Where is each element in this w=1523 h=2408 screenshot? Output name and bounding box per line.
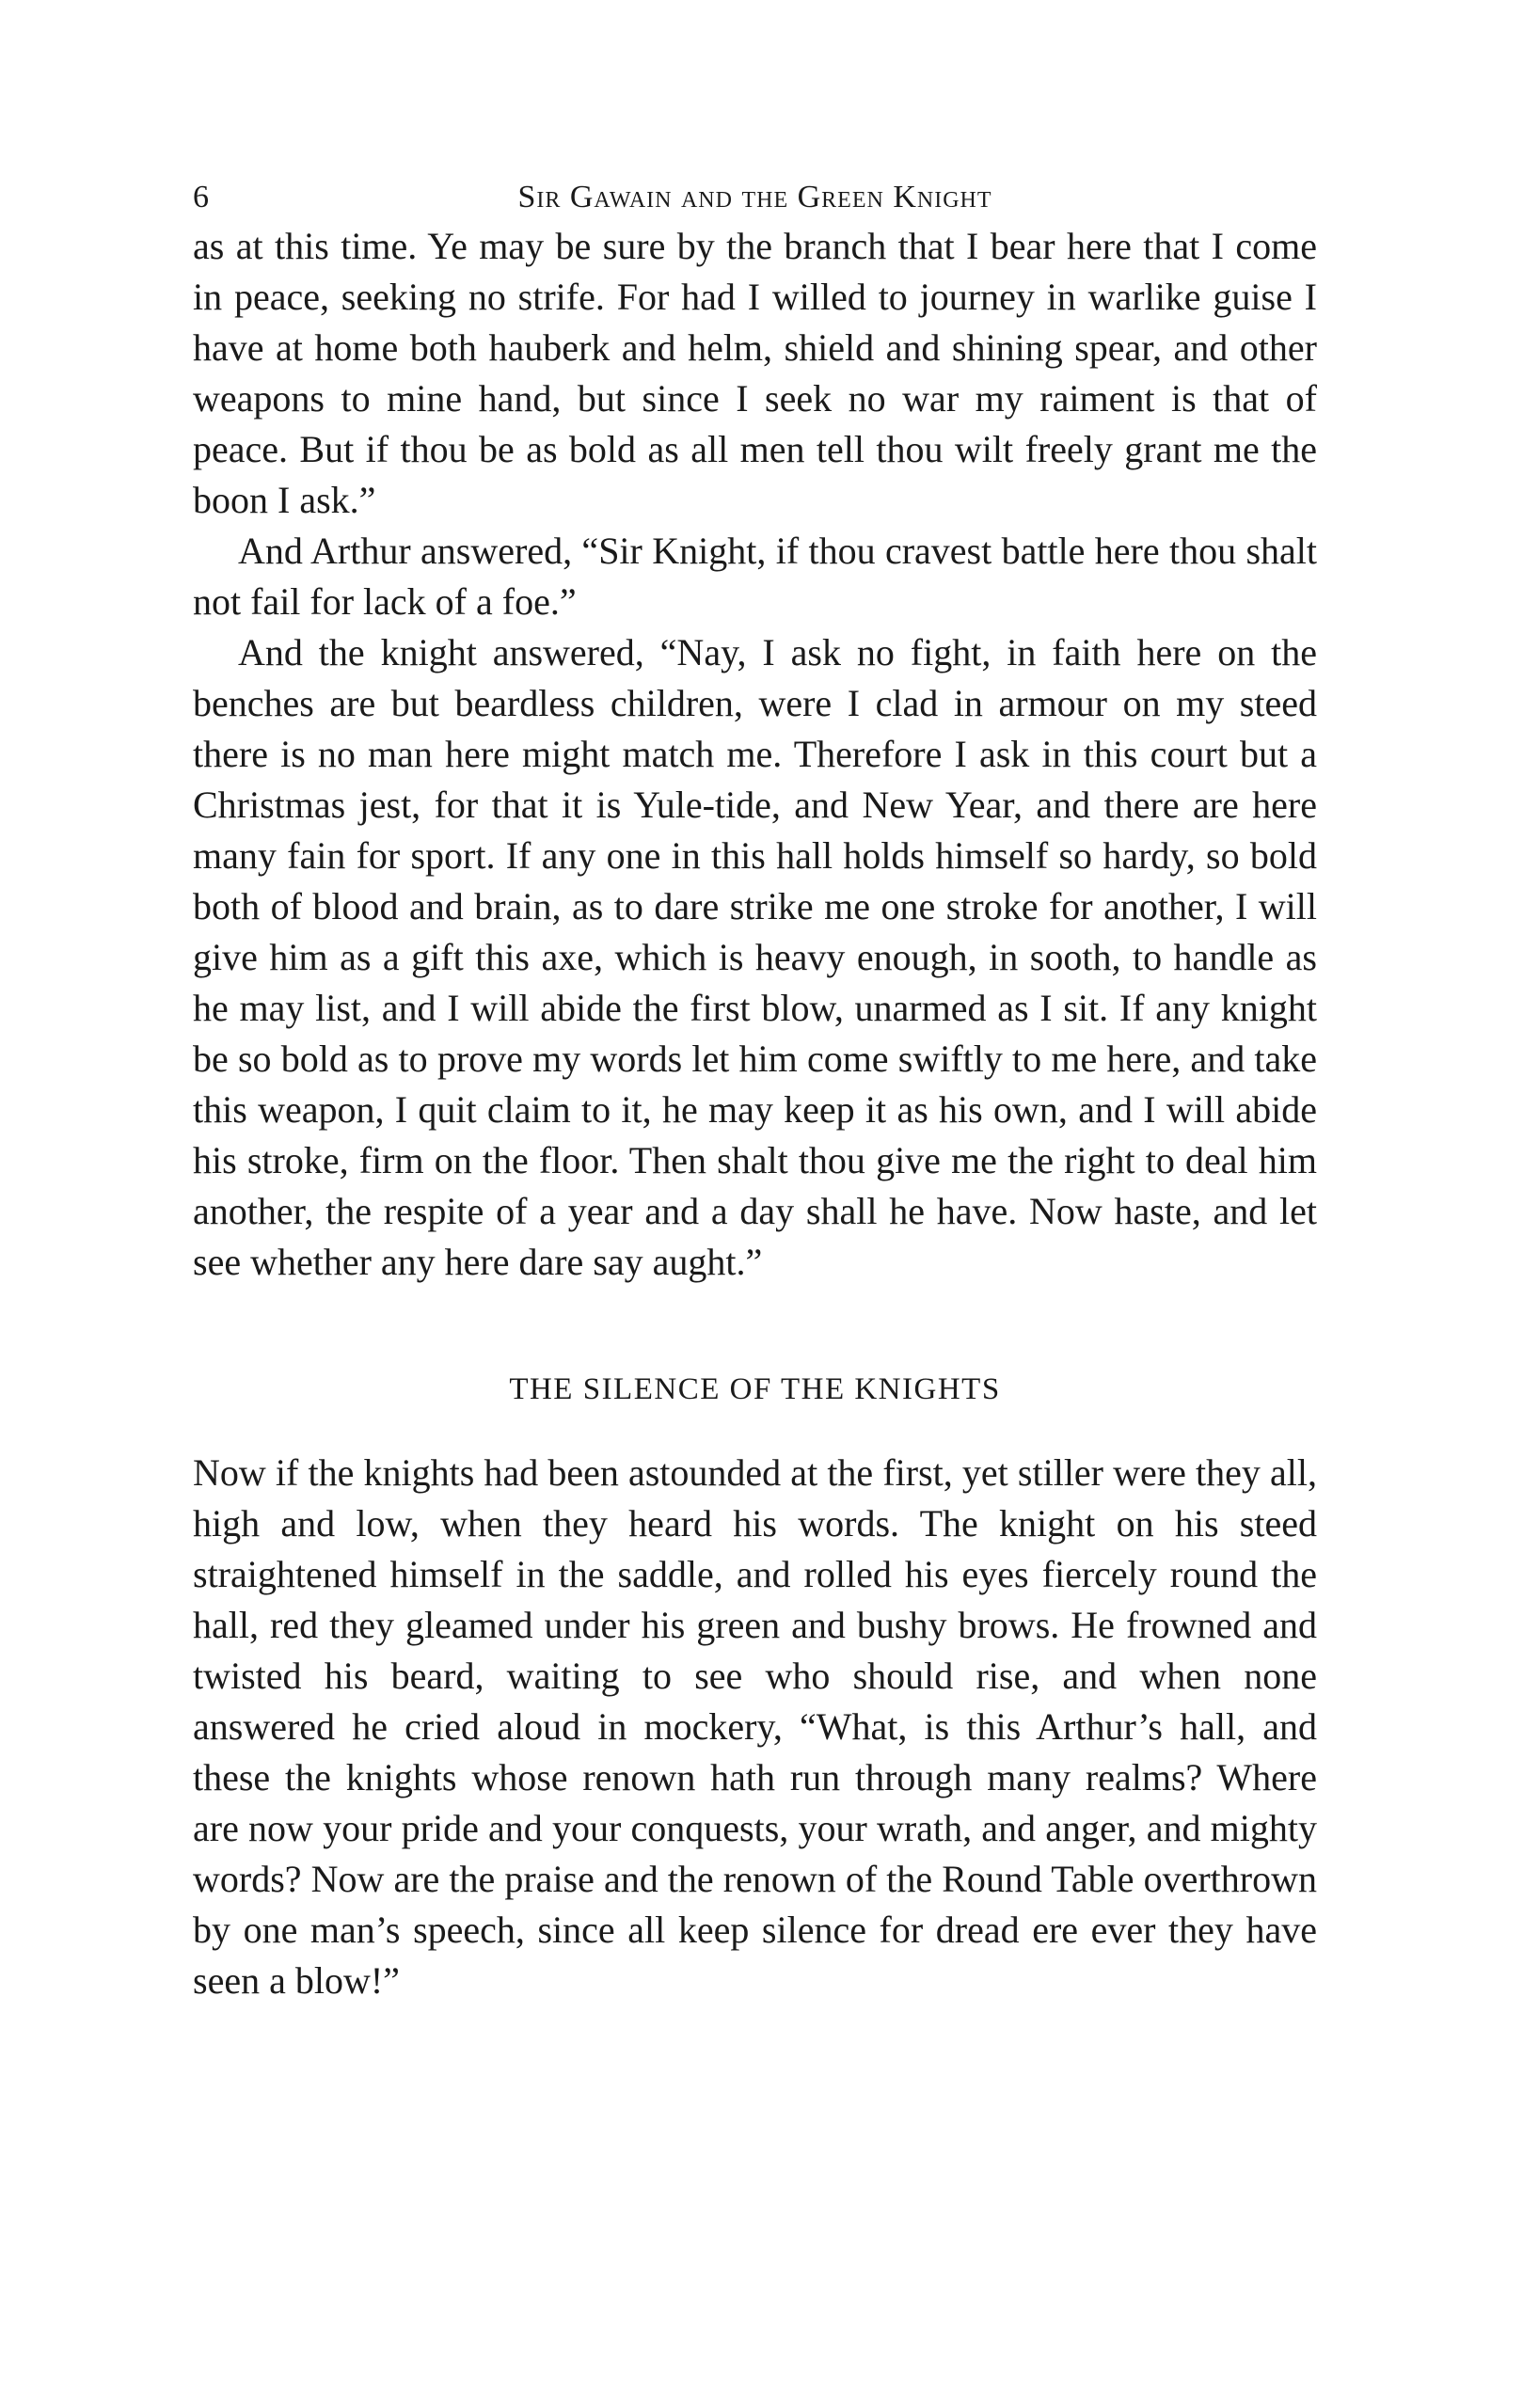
paragraph: And the knight answered, “Nay, I ask no fight, in faith here on the benches are but beardless children, were I clad in armour on my steed there is no man here might match me. Therefore I ask in this court but a Christmas jest, for that it is Yule-tide, and New Year, and there are here many fain for sport. If any one in this hall holds himself so hardy, so bold both of blood and brain, as to dare strike me one stroke for another, I will give him as a gift this axe, which is heavy enough, in sooth, to handle as he may list, and I will abide the first blow, unarmed as I sit. If any knight be so bold as to prove my words let him come swiftly to me here, and take this weapon, I quit claim to it, he may keep it as his own, and I will abide his stroke, firm on the floor. Then shalt thou give me the right to deal him another, the respite of a year and a day shall he have. Now haste, and let see whether any here dare say aught.” [193, 631, 1317, 1283]
paragraph: And Arthur answered, “Sir Knight, if thou cravest battle here thou shalt not fail for lack of a foe.” [193, 530, 1317, 623]
section-text [193, 1448, 1317, 2006]
section-heading: THE SILENCE OF THE KNIGHTS [509, 1372, 1001, 1406]
section-continued-text [193, 221, 1317, 1288]
page-number: 6 [193, 180, 210, 214]
running-title: Sir Gawain and the Green Knight [517, 180, 992, 214]
book-page [193, 174, 1317, 2006]
running-head [193, 174, 1317, 221]
paragraph: as at this time. Ye may be sure by the branch that I bear here that I come in peace, seeking no strife. For had I willed to journey in warlike guise I have at home both hauberk and helm, shield and shining spear, and other weapons to mine hand, but since I seek no war my raiment is that of peace. But if thou be as bold as all men tell thou wilt freely grant me the boon I ask.” [193, 225, 1317, 521]
paragraph: Now if the knights had been astounded at the first, yet stiller were they all, high and low, when they heard his words. The knight on his steed straightened himself in the saddle, and rolled his eyes fiercely round the hall, red they gleamed under his green and bushy brows. He frowned and twisted his beard, waiting to see who should rise, and when none answered he cried aloud in mockery, “What, is this Arthur’s hall, and these the knights whose renown hath run through many realms? Where are now your pride and your conquests, your wrath, and anger, and mighty words? Now are the praise and the renown of the Round Table overthrown by one man’s speech, since all keep silence for dread ere ever they have seen a blow!” [193, 1451, 1317, 2002]
